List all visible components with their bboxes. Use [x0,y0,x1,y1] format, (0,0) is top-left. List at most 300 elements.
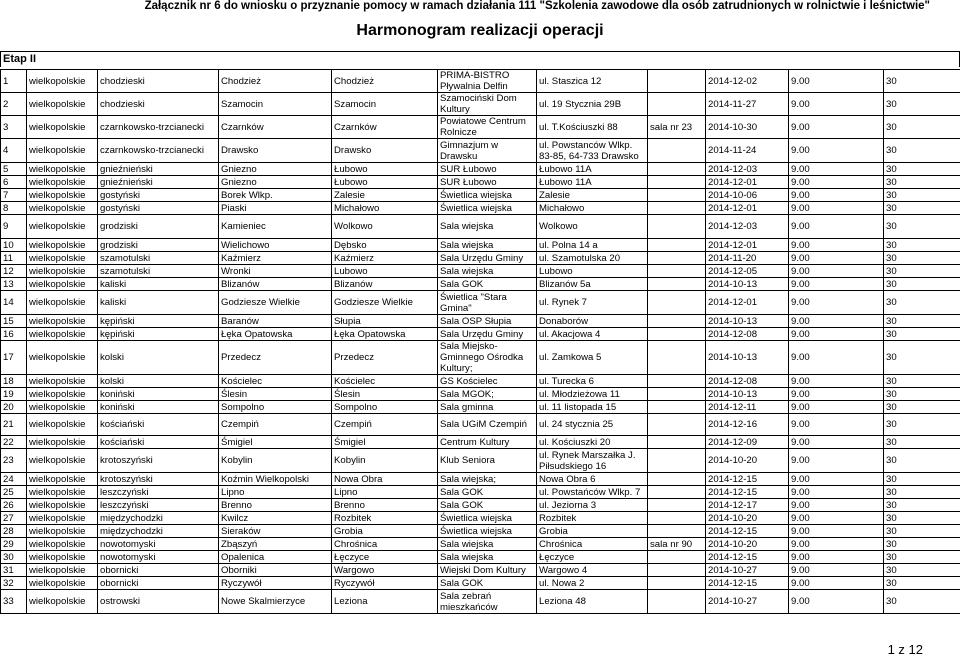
cell-room [648,564,706,577]
cell-address: Wargowo 4 [537,564,648,577]
cell-row-number: 16 [1,328,27,341]
cell-room [648,215,706,239]
cell-date: 2014-11-20 [706,252,789,265]
cell-row-number: 9 [1,215,27,239]
cell-locality: Kościelec [332,375,438,388]
table-row [1,577,960,590]
table-row [1,473,960,486]
cell-time: 9.00 [789,436,884,449]
cell-locality: Lipno [332,486,438,499]
cell-participants: 30 [884,252,960,265]
table-row [1,163,960,176]
cell-date: 2014-12-01 [706,239,789,252]
cell-county: koniński [98,401,219,414]
cell-participants: 30 [884,202,960,215]
cell-participants: 30 [884,512,960,525]
cell-voivodeship: wielkopolskie [27,525,98,538]
cell-room [648,473,706,486]
cell-room [648,189,706,202]
cell-venue: PRIMA-BISTRO Pływalnia Delfin [438,70,537,93]
cell-address: Leziona 48 [537,590,648,614]
cell-locality: Ślesin [332,388,438,401]
cell-time: 9.00 [789,577,884,590]
table-row [1,70,960,93]
cell-county: krotoszyński [98,449,219,473]
cell-time: 9.00 [789,564,884,577]
cell-county: obornicki [98,577,219,590]
cell-room [648,93,706,116]
cell-county: kolski [98,375,219,388]
cell-voivodeship: wielkopolskie [27,202,98,215]
cell-time: 9.00 [789,93,884,116]
cell-locality: Przedecz [332,341,438,375]
cell-venue: Sala wiejska [438,551,537,564]
cell-municipality: Ryczywół [219,577,332,590]
cell-venue: Sala OSP Słupia [438,315,537,328]
cell-row-number: 28 [1,525,27,538]
cell-participants: 30 [884,473,960,486]
cell-address: Lubowo [537,265,648,278]
table-row [1,436,960,449]
cell-municipality: Czarnków [219,116,332,139]
cell-participants: 30 [884,291,960,315]
cell-row-number: 30 [1,551,27,564]
cell-venue: Sala MGOK; [438,388,537,401]
cell-voivodeship: wielkopolskie [27,551,98,564]
cell-venue: Sala gminna [438,401,537,414]
cell-date: 2014-12-02 [706,70,789,93]
cell-venue: Sala wiejska [438,265,537,278]
cell-municipality: Blizanów [219,278,332,291]
cell-county: krotoszyński [98,473,219,486]
cell-venue: Sala wiejska [438,538,537,551]
cell-municipality: Koźmin Wielkopolski [219,473,332,486]
cell-participants: 30 [884,436,960,449]
cell-participants: 30 [884,341,960,375]
cell-voivodeship: wielkopolskie [27,93,98,116]
cell-date: 2014-11-27 [706,93,789,116]
cell-locality: Brenno [332,499,438,512]
cell-participants: 30 [884,499,960,512]
cell-row-number: 7 [1,189,27,202]
cell-time: 9.00 [789,215,884,239]
cell-participants: 30 [884,449,960,473]
cell-address: ul. Staszica 12 [537,70,648,93]
cell-venue: Świetlica wiejska [438,525,537,538]
cell-address: Blizanów 5a [537,278,648,291]
cell-venue: Świetlica wiejska [438,189,537,202]
cell-voivodeship: wielkopolskie [27,176,98,189]
cell-time: 9.00 [789,388,884,401]
cell-voivodeship: wielkopolskie [27,388,98,401]
cell-address: ul. Nowa 2 [537,577,648,590]
table-row [1,551,960,564]
page-title: Harmonogram realizacji operacji [356,22,604,39]
cell-row-number: 29 [1,538,27,551]
cell-voivodeship: wielkopolskie [27,473,98,486]
cell-date: 2014-10-20 [706,512,789,525]
table-row [1,449,960,473]
cell-room [648,499,706,512]
cell-municipality: Lipno [219,486,332,499]
cell-locality: Sompolno [332,401,438,414]
cell-participants: 30 [884,70,960,93]
cell-venue: Centrum Kultury [438,436,537,449]
cell-participants: 30 [884,577,960,590]
cell-municipality: Szamocin [219,93,332,116]
cell-voivodeship: wielkopolskie [27,163,98,176]
cell-time: 9.00 [789,265,884,278]
table-row [1,401,960,414]
cell-date: 2014-10-30 [706,116,789,139]
cell-address: ul. Rynek Marszałka J. Piłsudskiego 16 [537,449,648,473]
table-row [1,315,960,328]
cell-municipality: Kobylin [219,449,332,473]
cell-room [648,512,706,525]
cell-room: sala nr 90 [648,538,706,551]
cell-voivodeship: wielkopolskie [27,512,98,525]
cell-row-number: 5 [1,163,27,176]
cell-locality: Drawsko [332,139,438,163]
cell-municipality: Chodzież [219,70,332,93]
table-row [1,139,960,163]
cell-locality: Czempiń [332,414,438,436]
stage-border-left [0,51,1,67]
cell-locality: Czarnków [332,116,438,139]
cell-date: 2014-10-13 [706,278,789,291]
cell-room [648,315,706,328]
cell-locality: Dębsko [332,239,438,252]
cell-address: Michałowo [537,202,648,215]
cell-date: 2014-12-15 [706,473,789,486]
cell-date: 2014-12-17 [706,499,789,512]
schedule-body [1,70,960,614]
cell-address: ul. Polna 14 a [537,239,648,252]
cell-voivodeship: wielkopolskie [27,278,98,291]
table-row [1,590,960,614]
cell-time: 9.00 [789,525,884,538]
cell-address: ul. 11 listopada 15 [537,401,648,414]
table-row [1,189,960,202]
cell-date: 2014-12-03 [706,215,789,239]
cell-address: Rozbitek [537,512,648,525]
cell-locality: Ryczywół [332,577,438,590]
cell-room [648,525,706,538]
cell-time: 9.00 [789,590,884,614]
stage-label: Etap II [3,53,37,65]
cell-municipality: Godziesze Wielkie [219,291,332,315]
table-row [1,278,960,291]
cell-row-number: 6 [1,176,27,189]
cell-row-number: 2 [1,93,27,116]
cell-locality: Lubowo [332,265,438,278]
cell-county: międzychodzki [98,525,219,538]
cell-voivodeship: wielkopolskie [27,315,98,328]
cell-address: ul. Kościuszki 20 [537,436,648,449]
cell-room [648,239,706,252]
cell-address: ul. Jeziorna 3 [537,499,648,512]
cell-county: kaliski [98,291,219,315]
cell-participants: 30 [884,139,960,163]
cell-address: ul. 19 Stycznia 29B [537,93,648,116]
cell-address: Grobia [537,525,648,538]
cell-time: 9.00 [789,239,884,252]
cell-voivodeship: wielkopolskie [27,116,98,139]
cell-row-number: 21 [1,414,27,436]
cell-locality: Łęka Opatowska [332,328,438,341]
cell-venue: Sala GOK [438,278,537,291]
cell-participants: 30 [884,401,960,414]
cell-venue: SUR Łubowo [438,163,537,176]
cell-municipality: Łęka Opatowska [219,328,332,341]
cell-locality: Słupia [332,315,438,328]
cell-date: 2014-12-09 [706,436,789,449]
cell-room [648,388,706,401]
cell-row-number: 27 [1,512,27,525]
table-row [1,239,960,252]
cell-participants: 30 [884,215,960,239]
cell-municipality: Zbąszyń [219,538,332,551]
cell-participants: 30 [884,93,960,116]
cell-room [648,291,706,315]
cell-voivodeship: wielkopolskie [27,139,98,163]
cell-time: 9.00 [789,538,884,551]
cell-time: 9.00 [789,139,884,163]
cell-room [648,278,706,291]
cell-address: ul. Akacjowa 4 [537,328,648,341]
cell-room [648,414,706,436]
cell-row-number: 14 [1,291,27,315]
cell-participants: 30 [884,176,960,189]
cell-date: 2014-10-13 [706,388,789,401]
cell-locality: Chrośnica [332,538,438,551]
cell-municipality: Przedecz [219,341,332,375]
cell-room [648,163,706,176]
table-row [1,388,960,401]
stage-divider-top [0,51,960,52]
table-row [1,252,960,265]
cell-locality: Szamocin [332,93,438,116]
cell-voivodeship: wielkopolskie [27,538,98,551]
cell-participants: 30 [884,189,960,202]
table-row [1,375,960,388]
cell-room [648,577,706,590]
cell-venue: Świetlica wiejska [438,512,537,525]
cell-time: 9.00 [789,291,884,315]
cell-venue: Sala GOK [438,577,537,590]
cell-row-number: 26 [1,499,27,512]
cell-address: ul. 24 stycznia 25 [537,414,648,436]
table-row [1,93,960,116]
cell-locality: Godziesze Wielkie [332,291,438,315]
cell-municipality: Sompolno [219,401,332,414]
cell-date: 2014-12-15 [706,525,789,538]
cell-row-number: 4 [1,139,27,163]
cell-county: szamotulski [98,252,219,265]
cell-county: gnieźnieński [98,176,219,189]
cell-date: 2014-10-20 [706,538,789,551]
cell-date: 2014-10-27 [706,564,789,577]
cell-voivodeship: wielkopolskie [27,564,98,577]
table-row [1,499,960,512]
cell-date: 2014-12-16 [706,414,789,436]
cell-venue: Sala GOK [438,486,537,499]
cell-room [648,551,706,564]
cell-locality: Śmigiel [332,436,438,449]
cell-date: 2014-10-13 [706,341,789,375]
cell-county: gostyński [98,202,219,215]
cell-municipality: Oborniki [219,564,332,577]
cell-municipality: Ślesin [219,388,332,401]
cell-row-number: 23 [1,449,27,473]
cell-row-number: 32 [1,577,27,590]
cell-date: 2014-12-15 [706,551,789,564]
cell-address: ul. T.Kościuszki 88 [537,116,648,139]
cell-county: chodzieski [98,70,219,93]
cell-county: kępiński [98,315,219,328]
cell-participants: 30 [884,278,960,291]
cell-date: 2014-12-01 [706,202,789,215]
cell-address: Chrośnica [537,538,648,551]
cell-row-number: 22 [1,436,27,449]
cell-municipality: Kaźmierz [219,252,332,265]
cell-room [648,70,706,93]
schedule-table [0,69,960,614]
cell-time: 9.00 [789,512,884,525]
cell-row-number: 24 [1,473,27,486]
cell-county: kaliski [98,278,219,291]
cell-room: sala nr 23 [648,116,706,139]
cell-locality: Nowa Obra [332,473,438,486]
cell-room [648,486,706,499]
cell-date: 2014-12-08 [706,375,789,388]
cell-address: Łubowo 11A [537,176,648,189]
cell-voivodeship: wielkopolskie [27,449,98,473]
cell-participants: 30 [884,163,960,176]
cell-participants: 30 [884,486,960,499]
cell-row-number: 33 [1,590,27,614]
table-row [1,538,960,551]
cell-municipality: Kwilcz [219,512,332,525]
table-row [1,564,960,577]
table-row [1,512,960,525]
attachment-header: Załącznik nr 6 do wniosku o przyznanie pomocy w ramach działania 111 "Szkolenia zawodowe dla osób zatrudnionych w rolnictwie i leśnictwie" [144,0,930,12]
cell-time: 9.00 [789,449,884,473]
cell-venue: Sala GOK [438,499,537,512]
cell-locality: Blizanów [332,278,438,291]
cell-date: 2014-11-24 [706,139,789,163]
cell-county: obornicki [98,564,219,577]
cell-voivodeship: wielkopolskie [27,252,98,265]
cell-address: ul. Powstanców Wlkp. 83-85, 64-733 Drawsko [537,139,648,163]
cell-address: ul. Rynek 7 [537,291,648,315]
cell-time: 9.00 [789,116,884,139]
cell-municipality: Wronki [219,265,332,278]
cell-date: 2014-10-20 [706,449,789,473]
cell-locality: Łęczyce [332,551,438,564]
cell-voivodeship: wielkopolskie [27,291,98,315]
cell-participants: 30 [884,116,960,139]
cell-venue: Sala wiejska [438,239,537,252]
cell-municipality: Czempiń [219,414,332,436]
cell-voivodeship: wielkopolskie [27,499,98,512]
cell-county: leszczyński [98,499,219,512]
cell-county: nowotomyski [98,538,219,551]
table-row [1,176,960,189]
cell-locality: Rozbitek [332,512,438,525]
cell-voivodeship: wielkopolskie [27,414,98,436]
cell-municipality: Sieraków [219,525,332,538]
cell-room [648,202,706,215]
cell-room [648,265,706,278]
cell-time: 9.00 [789,414,884,436]
cell-date: 2014-10-27 [706,590,789,614]
cell-county: grodziski [98,215,219,239]
cell-municipality: Śmigiel [219,436,332,449]
cell-address: Donaborów [537,315,648,328]
cell-row-number: 8 [1,202,27,215]
cell-municipality: Wielichowo [219,239,332,252]
cell-municipality: Piaski [219,202,332,215]
cell-municipality: Opalenica [219,551,332,564]
cell-row-number: 15 [1,315,27,328]
cell-municipality: Kamieniec [219,215,332,239]
cell-participants: 30 [884,375,960,388]
cell-county: grodziski [98,239,219,252]
cell-municipality: Brenno [219,499,332,512]
cell-municipality: Gniezno [219,176,332,189]
cell-municipality: Drawsko [219,139,332,163]
cell-participants: 30 [884,538,960,551]
cell-address: Wolkowo [537,215,648,239]
cell-participants: 30 [884,265,960,278]
cell-municipality: Gniezno [219,163,332,176]
cell-venue: Gimnazjum w Drawsku [438,139,537,163]
cell-room [648,139,706,163]
cell-locality: Kobylin [332,449,438,473]
cell-county: czarnkowsko-trzcianecki [98,116,219,139]
cell-row-number: 10 [1,239,27,252]
cell-row-number: 11 [1,252,27,265]
cell-row-number: 20 [1,401,27,414]
cell-county: gostyński [98,189,219,202]
cell-venue: Sala UGiM Czempiń [438,414,537,436]
cell-address: ul. Zamkowa 5 [537,341,648,375]
cell-voivodeship: wielkopolskie [27,215,98,239]
cell-time: 9.00 [789,315,884,328]
cell-county: koniński [98,388,219,401]
cell-date: 2014-12-08 [706,328,789,341]
cell-locality: Chodzież [332,70,438,93]
cell-date: 2014-12-11 [706,401,789,414]
table-row [1,215,960,239]
cell-date: 2014-12-01 [706,176,789,189]
cell-venue: Powiatowe Centrum Rolnicze [438,116,537,139]
cell-voivodeship: wielkopolskie [27,590,98,614]
cell-voivodeship: wielkopolskie [27,70,98,93]
cell-time: 9.00 [789,499,884,512]
cell-participants: 30 [884,239,960,252]
cell-row-number: 18 [1,375,27,388]
page-number: 1 z 12 [887,642,923,657]
cell-time: 9.00 [789,163,884,176]
cell-locality: Wargowo [332,564,438,577]
table-row [1,525,960,538]
cell-county: kościański [98,436,219,449]
cell-venue: Świetlica "Stara Gmina" [438,291,537,315]
cell-date: 2014-12-15 [706,577,789,590]
cell-county: ostrowski [98,590,219,614]
